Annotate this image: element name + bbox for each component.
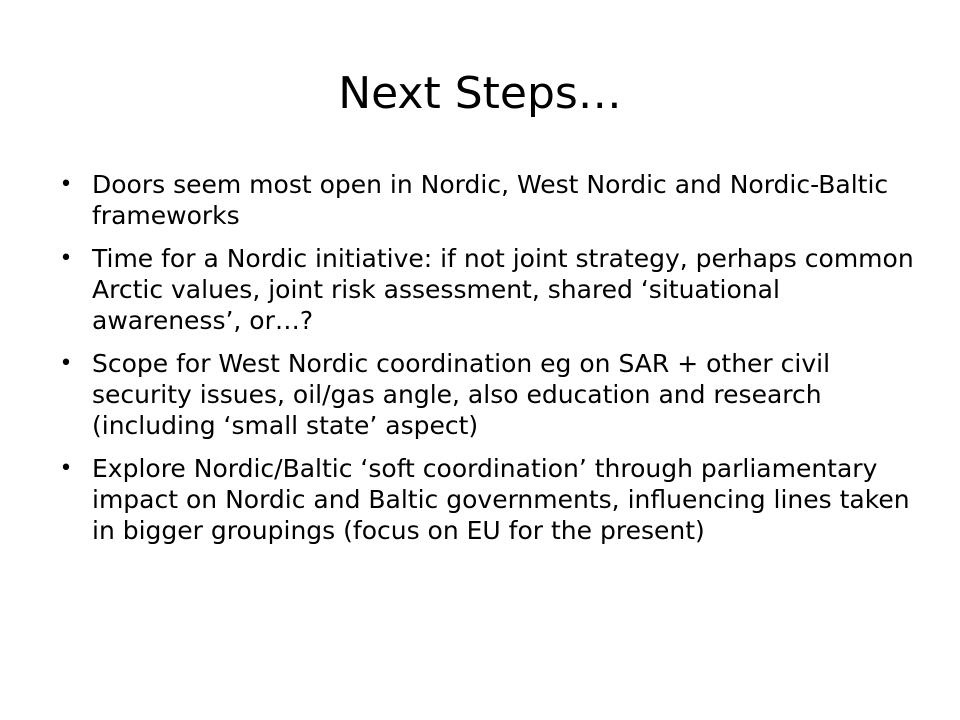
bullet-text: Doors seem most open in Nordic, West Nordic and Nordic-Baltic frameworks [92, 170, 889, 230]
bullet-icon: • [59, 246, 73, 271]
bullet-item [48, 243, 920, 336]
bullet-icon: • [59, 456, 73, 481]
bullet-list [48, 169, 920, 558]
slide-title: Next Steps… [338, 68, 622, 119]
bullet-item [48, 169, 920, 231]
bullet-text: Time for a Nordic initiative: if not joint strategy, perhaps common Arctic values, joint risk assessment, shared ‘situational awareness’, or…? [92, 244, 914, 335]
bullet-item [48, 348, 920, 441]
bullet-text: Explore Nordic/Baltic ‘soft coordination’ through parliamentary impact on Nordic and Baltic governments, influencing lines taken in bigger groupings (focus on EU for the present) [92, 454, 910, 545]
bullet-text: Scope for West Nordic coordination eg on SAR + other civil security issues, oil/gas angle, also education and research (including ‘small state’ aspect) [92, 349, 831, 440]
bullet-icon: • [59, 172, 73, 197]
bullet-item [48, 453, 920, 546]
bullet-icon: • [59, 351, 73, 376]
